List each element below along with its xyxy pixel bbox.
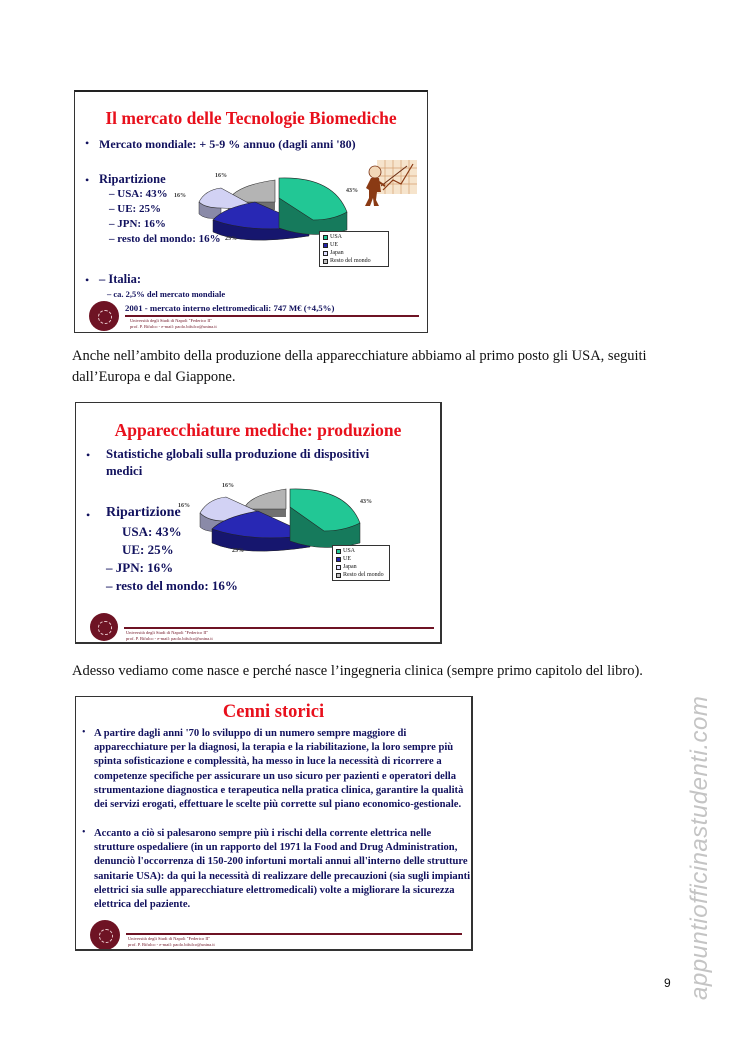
- paragraph-line: dall’Europa e dal Giappone.: [72, 369, 236, 385]
- legend-label: Japan: [343, 564, 357, 570]
- bullet-icon: •: [86, 508, 91, 522]
- chart-legend: [319, 231, 389, 267]
- legend-label: Resto del mondo: [343, 572, 384, 578]
- sub-bullet: – resto del mondo: 16%: [109, 233, 221, 245]
- pie-label-usa: 43%: [346, 188, 358, 194]
- footer-divider: [124, 627, 434, 629]
- bullet-text: medici: [106, 464, 143, 478]
- pie-label-jpn: 16%: [174, 193, 186, 199]
- footer-text: [126, 630, 213, 642]
- footer-line1: Università degli Studi di Napoli "Federico II": [130, 318, 213, 323]
- bullet-text: Ripartizione: [99, 172, 166, 186]
- presenter-cartoon-icon: [363, 158, 419, 208]
- page-number: 9: [664, 976, 671, 990]
- pie-label-rest: 16%: [222, 483, 234, 489]
- bullet-text: – Italia:: [99, 272, 142, 286]
- sub-bullet: – UE: 25%: [109, 203, 161, 215]
- slide-cenni-storici: [75, 696, 473, 951]
- bullet-icon: •: [86, 448, 91, 462]
- slide-title: Il mercato delle Tecnologie Biomediche: [105, 108, 397, 128]
- legend-label: UE: [343, 556, 351, 562]
- footer-line2: prof. P. Bifulco - e-mail: paolo.bifulco@unina.it: [128, 942, 215, 947]
- chart-legend: [332, 545, 390, 581]
- bullet-text: Ripartizione: [106, 505, 181, 520]
- bullet-text: A partire dagli anni '70 lo sviluppo di un numero sempre maggiore di apparecchiature per la diagnosi, la terapia e la riabilitazione, la loro sempre più spinta sofisticazione e complessità, ha messo in luce la necessità di ricorrere a competenze specifiche per assicurare un uso sicuro per pazienti e operatori della strumentazione diagnostica e terapeutica nella pratica clinica, garantire la qualità dei servizi erogati, effettuare le scelte più corrette sul piano economico-gestionale.: [94, 728, 464, 811]
- paragraph-line: Adesso vediamo come nasce e perché nasce l’ingegneria clinica (sempre primo capitolo del libro).: [72, 663, 643, 679]
- legend-label: USA: [343, 548, 356, 554]
- slide-title: Apparecchiature mediche: produzione: [114, 420, 402, 440]
- bullet-text: Accanto a ciò si palesarono sempre più i rischi della corrente elettrica nelle strutture ospedaliere (in un rapporto del 1971 la Food and Drug Administration, denunciò l'occorrenza di 150-200 infortuni mortali annui all'interno delle strutture sanitarie USA): da qui la necessità di realizzare delle precauzioni (sia sugli impianti elettrici sia sulle apparecchiature elettromedicali) volte a migliorare la sicurezza elettrica del paziente.: [94, 828, 471, 911]
- sub-bullet: UE: 25%: [122, 542, 174, 557]
- paragraph-line: Anche nell’ambito della produzione della apparecchiature abbiamo al primo posto gli USA, seguiti: [72, 348, 647, 364]
- sub-bullet: – JPN: 16%: [106, 560, 174, 575]
- sub-bullet: – resto del mondo: 16%: [106, 578, 238, 593]
- footer-line2: prof. P. Bifulco - e-mail: paolo.bifulco@unina.it: [126, 636, 213, 641]
- sub-bullet: USA: 43%: [122, 524, 182, 539]
- sub-bullet: – JPN: 16%: [109, 218, 166, 230]
- pie-label-ue: 25%: [225, 236, 237, 242]
- pie-label-rest: 16%: [215, 173, 227, 179]
- university-seal-icon: [89, 301, 119, 331]
- pie-label-jpn: 16%: [178, 503, 190, 509]
- sub-bullet: 2001 - mercato interno elettromedicali: 747 M€ (+4,5%): [125, 303, 335, 313]
- slide-mercato-tecnologie: [74, 90, 428, 333]
- bullet-icon: •: [82, 827, 86, 838]
- slide-title: Cenni storici: [222, 702, 325, 722]
- legend-label: Japan: [330, 250, 344, 256]
- footer-line1: Università degli Studi di Napoli "Federico II": [128, 936, 211, 941]
- footer-line1: Università degli Studi di Napoli "Federico II": [126, 630, 209, 635]
- footer-text: [130, 318, 217, 330]
- bullet-icon: •: [85, 136, 90, 150]
- body-paragraph: [72, 346, 647, 388]
- watermark: appuntiofficinastudenti.com: [686, 695, 713, 1000]
- footer-line2: prof. P. Bifulco - e-mail: paolo.bifulco@unina.it: [130, 324, 217, 329]
- legend-label: USA: [330, 234, 343, 240]
- legend-label: UE: [330, 242, 338, 248]
- sub-bullet: – ca. 2,5% del mercato mondiale: [107, 289, 226, 299]
- university-seal-icon: [90, 920, 120, 950]
- bullet-icon: •: [82, 727, 86, 738]
- bullet-text: Mercato mondiale: + 5-9 % annuo (dagli anni '80): [99, 137, 356, 151]
- bullet-icon: •: [85, 173, 90, 187]
- footer-divider: [126, 933, 462, 935]
- bullet-text: Statistiche globali sulla produzione di dispositivi: [106, 447, 370, 461]
- footer-divider: [125, 315, 419, 317]
- slide-apparecchiature-produzione: [75, 402, 442, 644]
- bullet-icon: •: [85, 273, 90, 287]
- legend-label: Resto del mondo: [330, 258, 371, 264]
- body-paragraph: [72, 661, 643, 682]
- pie-label-usa: 43%: [360, 499, 372, 505]
- university-seal-icon: [90, 613, 118, 641]
- sub-bullet: – USA: 43%: [109, 188, 168, 200]
- pie-label-ue: 25%: [232, 548, 244, 554]
- footer-text: [128, 936, 215, 948]
